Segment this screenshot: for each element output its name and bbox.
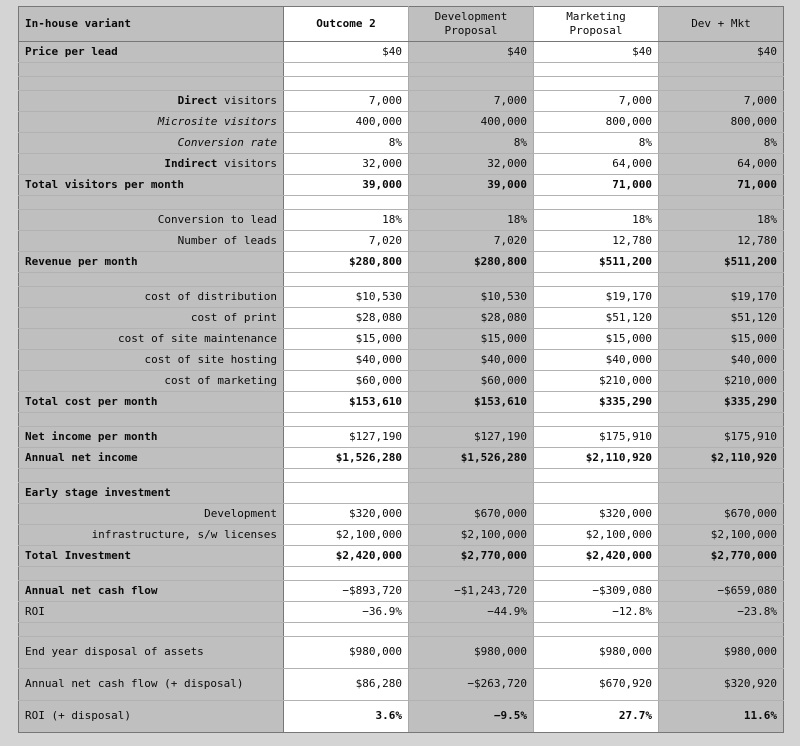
cell-cost-of-site-maintenance-outcome2: $15,000 [284, 329, 409, 350]
cell-total-investment-marketing: $2,420,000 [534, 546, 659, 567]
spacer-cell-marketing [534, 623, 659, 637]
table-row [19, 602, 784, 623]
cell-conversion-to-lead-devmkt: 18% [659, 210, 784, 231]
cell-roi-disposal-marketing: 27.7% [534, 701, 659, 733]
cell-roi-devmkt: −23.8% [659, 602, 784, 623]
row-label-end-year-disposal-of-assets: End year disposal of assets [19, 637, 284, 669]
row-label-annual-net-cash-flow-disposal: Annual net cash flow (+ disposal) [19, 669, 284, 701]
cell-early-stage-investment-development [409, 483, 534, 504]
cell-net-income-per-month-devmkt: $175,910 [659, 427, 784, 448]
row-label-conversion-rate: Conversion rate [19, 133, 284, 154]
spacer-cell-marketing [534, 469, 659, 483]
cell-net-income-per-month-marketing: $175,910 [534, 427, 659, 448]
cell-number-of-leads-marketing: 12,780 [534, 231, 659, 252]
cell-roi-outcome2: −36.9% [284, 602, 409, 623]
header-cell-devmkt: Dev + Mkt [659, 7, 784, 42]
table-row [19, 504, 784, 525]
cell-total-visitors-per-month-marketing: 71,000 [534, 175, 659, 196]
cell-cost-of-distribution-outcome2: $10,530 [284, 287, 409, 308]
table-row [19, 371, 784, 392]
cell-end-year-disposal-of-assets-marketing: $980,000 [534, 637, 659, 669]
table-row [19, 392, 784, 413]
cell-total-visitors-per-month-outcome2: 39,000 [284, 175, 409, 196]
table-row [19, 231, 784, 252]
spacer-cell-development [409, 413, 534, 427]
cell-annual-net-income-development: $1,526,280 [409, 448, 534, 469]
cell-roi-marketing: −12.8% [534, 602, 659, 623]
spacer-cell-development [409, 567, 534, 581]
cell-total-visitors-per-month-development: 39,000 [409, 175, 534, 196]
cell-cost-of-marketing-devmkt: $210,000 [659, 371, 784, 392]
cell-cost-of-marketing-development: $60,000 [409, 371, 534, 392]
spacer-row [19, 567, 784, 581]
cell-annual-net-cash-flow-marketing: −$309,080 [534, 581, 659, 602]
row-label-lead: Indirect [164, 156, 218, 170]
table-row [19, 637, 784, 669]
cell-total-cost-per-month-outcome2: $153,610 [284, 392, 409, 413]
row-label-development: Development [19, 504, 284, 525]
spacer-cell-devmkt [659, 413, 784, 427]
spacer-cell-marketing [534, 413, 659, 427]
cell-cost-of-site-hosting-outcome2: $40,000 [284, 350, 409, 371]
spacer-cell-outcome2 [284, 273, 409, 287]
cell-indirect-visitors-devmkt: 64,000 [659, 154, 784, 175]
cell-development-development: $670,000 [409, 504, 534, 525]
spacer-row [19, 469, 784, 483]
cell-roi-development: −44.9% [409, 602, 534, 623]
spreadsheet-container [18, 6, 783, 733]
cell-direct-visitors-marketing: 7,000 [534, 91, 659, 112]
cell-early-stage-investment-devmkt [659, 483, 784, 504]
cell-microsite-visitors-development: 400,000 [409, 112, 534, 133]
table-row [19, 112, 784, 133]
spacer-cell-devmkt [659, 273, 784, 287]
cell-roi-disposal-development: −9.5% [409, 701, 534, 733]
row-label-cost-of-distribution: cost of distribution [19, 287, 284, 308]
cell-cost-of-site-hosting-development: $40,000 [409, 350, 534, 371]
cell-development-outcome2: $320,000 [284, 504, 409, 525]
cell-development-marketing: $320,000 [534, 504, 659, 525]
cell-cost-of-site-maintenance-development: $15,000 [409, 329, 534, 350]
cell-annual-net-cash-flow-outcome2: −$893,720 [284, 581, 409, 602]
spacer-cell-outcome2 [284, 413, 409, 427]
cell-end-year-disposal-of-assets-outcome2: $980,000 [284, 637, 409, 669]
cell-revenue-per-month-devmkt: $511,200 [659, 252, 784, 273]
spacer-row [19, 413, 784, 427]
cell-microsite-visitors-marketing: 800,000 [534, 112, 659, 133]
row-label-indirect-visitors [19, 154, 284, 175]
cell-cost-of-distribution-marketing: $19,170 [534, 287, 659, 308]
cell-net-income-per-month-outcome2: $127,190 [284, 427, 409, 448]
header-cell-outcome2: Outcome 2 [284, 7, 409, 42]
spacer-cell-outcome2 [284, 196, 409, 210]
cell-cost-of-site-maintenance-devmkt: $15,000 [659, 329, 784, 350]
cell-roi-disposal-devmkt: 11.6% [659, 701, 784, 733]
cell-revenue-per-month-development: $280,800 [409, 252, 534, 273]
spacer-cell-marketing [534, 273, 659, 287]
table-row [19, 483, 784, 504]
cell-early-stage-investment-marketing [534, 483, 659, 504]
table-row [19, 287, 784, 308]
cell-annual-net-cash-flow-disposal-marketing: $670,920 [534, 669, 659, 701]
cell-annual-net-income-marketing: $2,110,920 [534, 448, 659, 469]
cell-direct-visitors-development: 7,000 [409, 91, 534, 112]
cell-direct-visitors-outcome2: 7,000 [284, 91, 409, 112]
spacer-label-cell [19, 273, 284, 287]
spacer-cell-outcome2 [284, 623, 409, 637]
spacer-cell-devmkt [659, 77, 784, 91]
header-cell-development: Development Proposal [409, 7, 534, 42]
cell-revenue-per-month-marketing: $511,200 [534, 252, 659, 273]
table-row [19, 448, 784, 469]
cell-number-of-leads-devmkt: 12,780 [659, 231, 784, 252]
cell-net-income-per-month-development: $127,190 [409, 427, 534, 448]
cell-number-of-leads-outcome2: 7,020 [284, 231, 409, 252]
spacer-cell-development [409, 273, 534, 287]
cell-annual-net-cash-flow-devmkt: −$659,080 [659, 581, 784, 602]
row-label-microsite-visitors: Microsite visitors [19, 112, 284, 133]
table-row [19, 42, 784, 63]
table-row [19, 701, 784, 733]
table-row [19, 175, 784, 196]
cell-end-year-disposal-of-assets-development: $980,000 [409, 637, 534, 669]
spacer-cell-development [409, 63, 534, 77]
cell-annual-net-income-outcome2: $1,526,280 [284, 448, 409, 469]
row-label-roi-disposal: ROI (+ disposal) [19, 701, 284, 733]
spacer-label-cell [19, 623, 284, 637]
spacer-cell-devmkt [659, 623, 784, 637]
cell-annual-net-cash-flow-disposal-development: −$263,720 [409, 669, 534, 701]
row-label-cost-of-marketing: cost of marketing [19, 371, 284, 392]
cell-total-investment-outcome2: $2,420,000 [284, 546, 409, 567]
row-label-roi: ROI [19, 602, 284, 623]
cell-cost-of-distribution-devmkt: $19,170 [659, 287, 784, 308]
cell-cost-of-site-hosting-marketing: $40,000 [534, 350, 659, 371]
cell-end-year-disposal-of-assets-devmkt: $980,000 [659, 637, 784, 669]
row-label-annual-net-cash-flow: Annual net cash flow [19, 581, 284, 602]
row-label-total-investment: Total Investment [19, 546, 284, 567]
row-label-total-visitors-per-month: Total visitors per month [19, 175, 284, 196]
spacer-row [19, 63, 784, 77]
spacer-row [19, 273, 784, 287]
table-row [19, 581, 784, 602]
spacer-label-cell [19, 63, 284, 77]
table-row [19, 669, 784, 701]
cell-conversion-rate-outcome2: 8% [284, 133, 409, 154]
spacer-label-cell [19, 196, 284, 210]
cell-conversion-to-lead-marketing: 18% [534, 210, 659, 231]
cell-indirect-visitors-development: 32,000 [409, 154, 534, 175]
cell-development-devmkt: $670,000 [659, 504, 784, 525]
cell-annual-net-cash-flow-development: −$1,243,720 [409, 581, 534, 602]
row-label-early-stage-investment: Early stage investment [19, 483, 284, 504]
cell-infrastructure-sw-licenses-outcome2: $2,100,000 [284, 525, 409, 546]
row-label-rest: visitors [217, 156, 277, 170]
spacer-cell-development [409, 196, 534, 210]
cell-indirect-visitors-marketing: 64,000 [534, 154, 659, 175]
spacer-cell-marketing [534, 63, 659, 77]
cell-conversion-rate-development: 8% [409, 133, 534, 154]
spacer-cell-devmkt [659, 469, 784, 483]
cell-conversion-to-lead-development: 18% [409, 210, 534, 231]
spacer-label-cell [19, 77, 284, 91]
cell-cost-of-site-maintenance-marketing: $15,000 [534, 329, 659, 350]
spacer-cell-marketing [534, 567, 659, 581]
cell-cost-of-print-marketing: $51,120 [534, 308, 659, 329]
table-row [19, 91, 784, 112]
row-label-revenue-per-month: Revenue per month [19, 252, 284, 273]
spacer-cell-development [409, 77, 534, 91]
cell-total-visitors-per-month-devmkt: 71,000 [659, 175, 784, 196]
cell-infrastructure-sw-licenses-development: $2,100,000 [409, 525, 534, 546]
cell-microsite-visitors-outcome2: 400,000 [284, 112, 409, 133]
table-row [19, 427, 784, 448]
table-header-row [19, 7, 784, 42]
table-row [19, 329, 784, 350]
cell-total-cost-per-month-development: $153,610 [409, 392, 534, 413]
row-label-conversion-to-lead: Conversion to lead [19, 210, 284, 231]
cell-cost-of-print-outcome2: $28,080 [284, 308, 409, 329]
cell-early-stage-investment-outcome2 [284, 483, 409, 504]
spacer-cell-devmkt [659, 63, 784, 77]
row-label-infrastructure-sw-licenses: infrastructure, s/w licenses [19, 525, 284, 546]
cell-roi-disposal-outcome2: 3.6% [284, 701, 409, 733]
row-label-price-per-lead: Price per lead [19, 42, 284, 63]
spacer-cell-development [409, 623, 534, 637]
spacer-label-cell [19, 567, 284, 581]
row-label-net-income-per-month: Net income per month [19, 427, 284, 448]
spacer-cell-devmkt [659, 567, 784, 581]
cell-number-of-leads-development: 7,020 [409, 231, 534, 252]
spacer-row [19, 196, 784, 210]
spacer-cell-devmkt [659, 196, 784, 210]
cell-cost-of-marketing-marketing: $210,000 [534, 371, 659, 392]
row-label-number-of-leads: Number of leads [19, 231, 284, 252]
cell-price-per-lead-marketing: $40 [534, 42, 659, 63]
spacer-cell-marketing [534, 196, 659, 210]
cell-annual-net-income-devmkt: $2,110,920 [659, 448, 784, 469]
table-row [19, 546, 784, 567]
cell-cost-of-distribution-development: $10,530 [409, 287, 534, 308]
cell-price-per-lead-development: $40 [409, 42, 534, 63]
table-row [19, 525, 784, 546]
spacer-row [19, 77, 784, 91]
table-row [19, 210, 784, 231]
cell-annual-net-cash-flow-disposal-devmkt: $320,920 [659, 669, 784, 701]
spacer-cell-development [409, 469, 534, 483]
row-label-lead: Direct [177, 93, 218, 107]
row-label-direct-visitors [19, 91, 284, 112]
row-label-annual-net-income: Annual net income [19, 448, 284, 469]
header-cell-variant: In-house variant [19, 7, 284, 42]
spacer-cell-outcome2 [284, 63, 409, 77]
table-row [19, 350, 784, 371]
row-label-cost-of-site-hosting: cost of site hosting [19, 350, 284, 371]
spacer-cell-outcome2 [284, 77, 409, 91]
cell-total-cost-per-month-marketing: $335,290 [534, 392, 659, 413]
cell-revenue-per-month-outcome2: $280,800 [284, 252, 409, 273]
spacer-row [19, 623, 784, 637]
spacer-label-cell [19, 413, 284, 427]
cell-indirect-visitors-outcome2: 32,000 [284, 154, 409, 175]
cell-cost-of-print-devmkt: $51,120 [659, 308, 784, 329]
cell-infrastructure-sw-licenses-devmkt: $2,100,000 [659, 525, 784, 546]
table-row [19, 154, 784, 175]
cell-cost-of-print-development: $28,080 [409, 308, 534, 329]
table-row [19, 308, 784, 329]
cell-microsite-visitors-devmkt: 800,000 [659, 112, 784, 133]
header-cell-marketing: Marketing Proposal [534, 7, 659, 42]
row-label-cost-of-site-maintenance: cost of site maintenance [19, 329, 284, 350]
cell-annual-net-cash-flow-disposal-outcome2: $86,280 [284, 669, 409, 701]
row-label-total-cost-per-month: Total cost per month [19, 392, 284, 413]
spacer-cell-marketing [534, 77, 659, 91]
cell-cost-of-site-hosting-devmkt: $40,000 [659, 350, 784, 371]
cell-price-per-lead-devmkt: $40 [659, 42, 784, 63]
cell-conversion-rate-devmkt: 8% [659, 133, 784, 154]
spacer-cell-outcome2 [284, 567, 409, 581]
row-label-rest: visitors [217, 93, 277, 107]
cell-conversion-to-lead-outcome2: 18% [284, 210, 409, 231]
spacer-cell-outcome2 [284, 469, 409, 483]
row-label-cost-of-print: cost of print [19, 308, 284, 329]
table-row [19, 133, 784, 154]
cell-total-investment-development: $2,770,000 [409, 546, 534, 567]
financial-comparison-table [18, 6, 784, 733]
cell-total-investment-devmkt: $2,770,000 [659, 546, 784, 567]
spacer-label-cell [19, 469, 284, 483]
cell-price-per-lead-outcome2: $40 [284, 42, 409, 63]
cell-cost-of-marketing-outcome2: $60,000 [284, 371, 409, 392]
cell-direct-visitors-devmkt: 7,000 [659, 91, 784, 112]
cell-total-cost-per-month-devmkt: $335,290 [659, 392, 784, 413]
cell-infrastructure-sw-licenses-marketing: $2,100,000 [534, 525, 659, 546]
cell-conversion-rate-marketing: 8% [534, 133, 659, 154]
table-row [19, 252, 784, 273]
